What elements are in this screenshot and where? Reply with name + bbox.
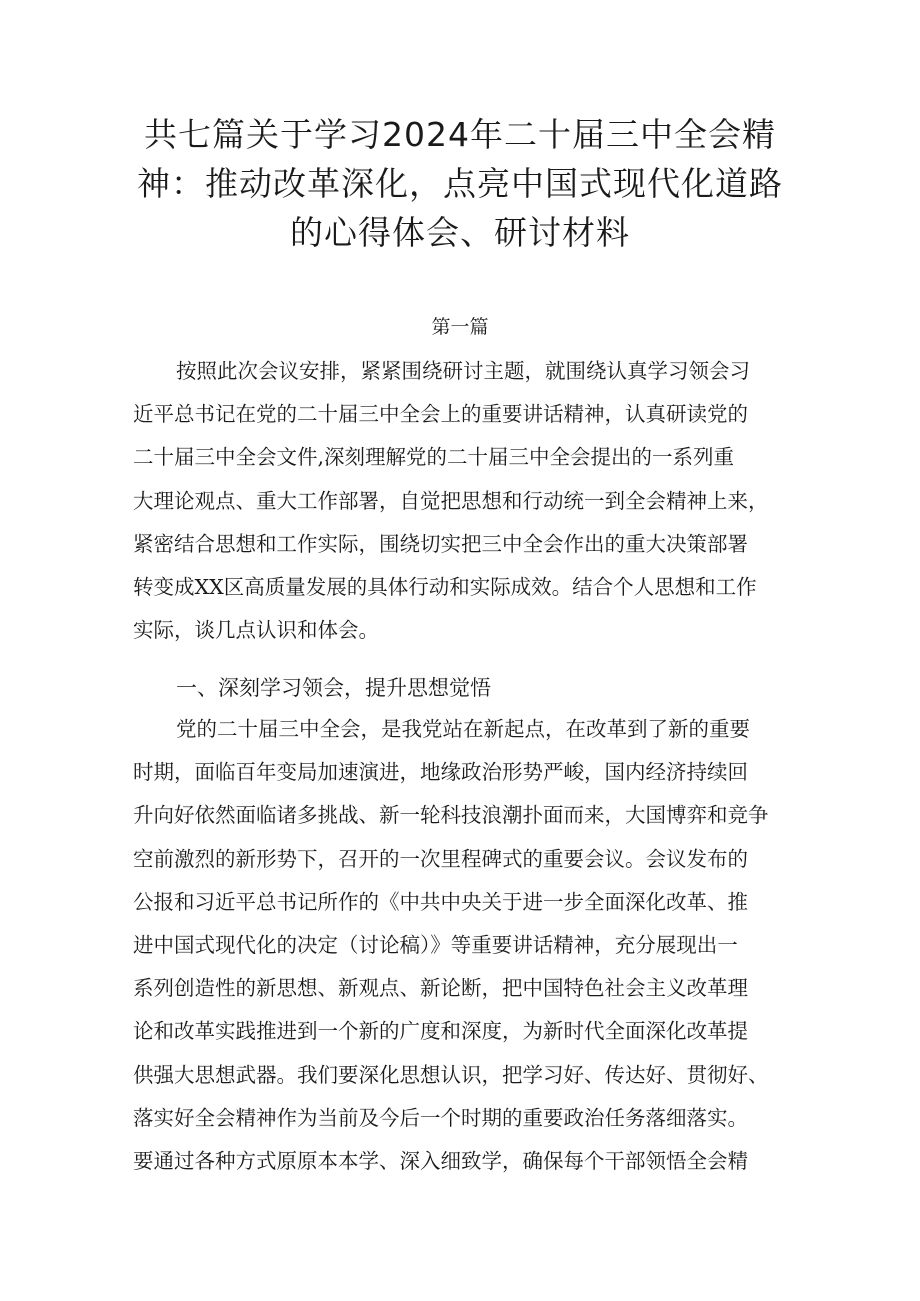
section-label: 第一篇 — [431, 316, 489, 338]
paragraph-line: 系列创造性的新思想、新观点、新论断，把中国特色社会主义改革理 — [133, 976, 748, 1001]
paragraph-line: 进中国式现代化的决定（讨论稿）》等重要讲话精神，充分展现出一 — [133, 932, 738, 957]
paragraph-line: 按照此次会议安排，紧紧围绕研讨主题，就围绕认真学习领会习 — [176, 359, 750, 383]
paragraph-line: 大理论观点、重大工作部署，自觉把思想和行动统一到全会精神上来， — [133, 488, 769, 513]
document-title — [130, 110, 790, 257]
paragraph-line: 转变成XX区高质量发展的具体行动和实际成效。结合个人思想和工作 — [133, 574, 757, 599]
intro-paragraph — [133, 350, 813, 652]
paragraph-line: 论和改革实践推进到一个新的广度和深度，为新时代全面深化改革提 — [133, 1019, 748, 1044]
paragraph-line: 实际，谈几点认识和体会。 — [133, 618, 379, 643]
title-line: 共七篇关于学习2024年二十届三中全会精 — [144, 115, 776, 154]
paragraph-line: 党的二十届三中全会，是我党站在新起点，在改革到了新的重要 — [176, 717, 750, 741]
section-heading: 一、深刻学习领会，提升思想觉悟 — [176, 676, 491, 700]
title-line: 神：推动改革深化，点亮中国式现代化道路 — [137, 164, 783, 203]
paragraph-line: 落实好全会精神作为当前及今后一个时期的重要政治任务落细落实。 — [133, 1105, 748, 1130]
paragraph-line: 升向好依然面临诸多挑战、新一轮科技浪潮扑面而来，大国博弈和竞争 — [133, 803, 769, 828]
paragraph-line: 近平总书记在党的二十届三中全会上的重要讲话精神，认真研读党的 — [133, 402, 748, 427]
body-paragraph — [133, 708, 813, 1183]
paragraph-line: 公报和习近平总书记所作的《中共中央关于进一步全面深化改革、推 — [133, 889, 748, 914]
paragraph-line: 供强大思想武器。我们要深化思想认识，把学习好、传达好、贯彻好、 — [133, 1062, 769, 1087]
paragraph-line: 二十届三中全会文件,深刻理解党的二十届三中全会提出的一系列重 — [133, 445, 735, 470]
paragraph-line: 时期，面临百年变局加速演进，地缘政治形势严峻，国内经济持续回 — [133, 760, 748, 785]
title-line: 的心得体会、研讨材料 — [290, 213, 630, 252]
paragraph-line: 要通过各种方式原原本本学、深入细致学，确保每个干部领悟全会精 — [133, 1148, 748, 1173]
paragraph-line: 空前激烈的新形势下，召开的一次里程碑式的重要会议。会议发布的 — [133, 846, 748, 871]
paragraph-line: 紧密结合思想和工作实际，围绕切实把三中全会作出的重大决策部署 — [133, 531, 748, 556]
